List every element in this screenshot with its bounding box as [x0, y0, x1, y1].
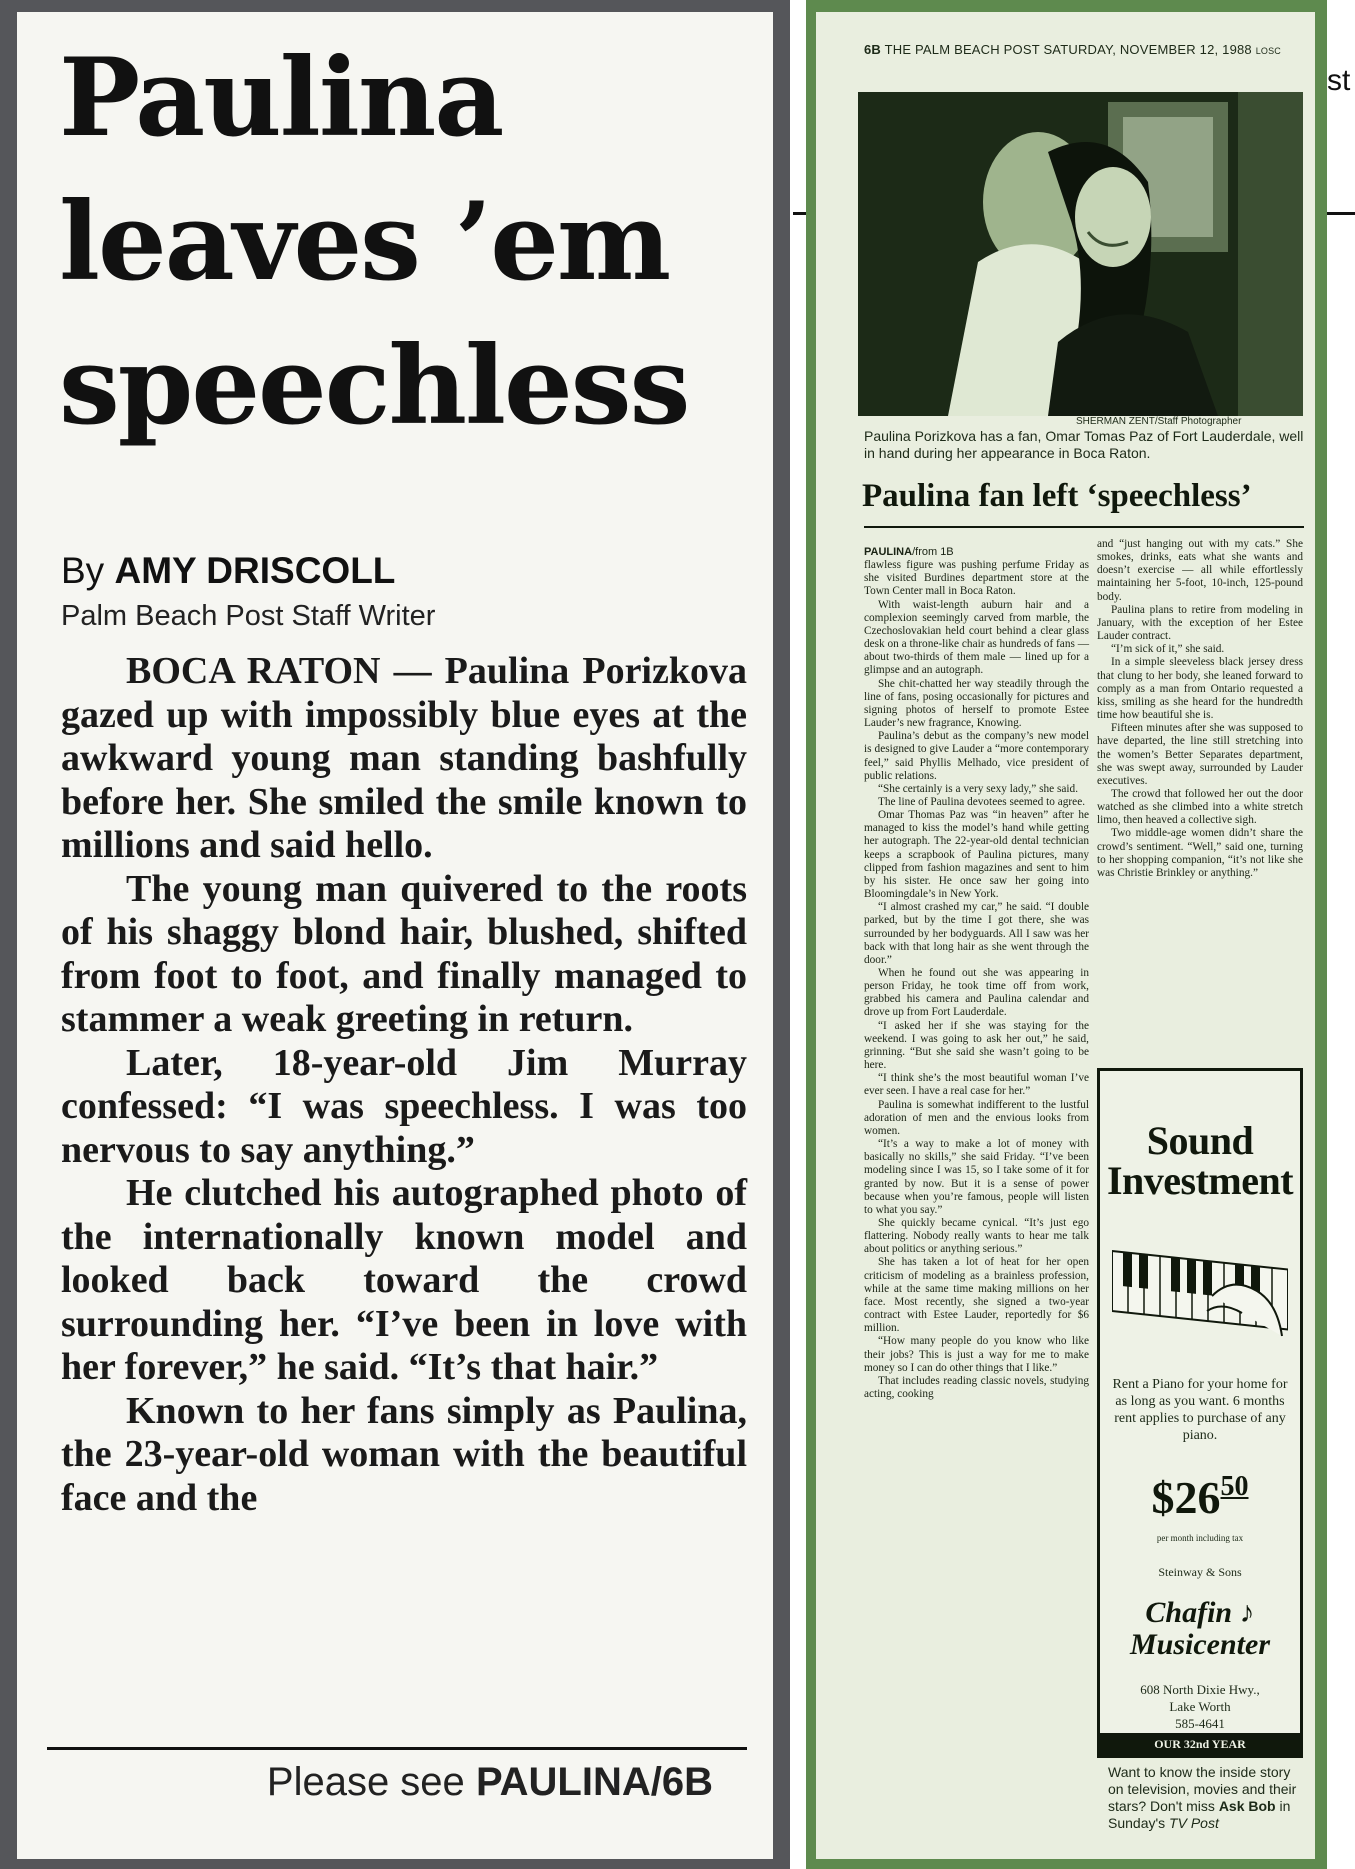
column-paragraph: “She certainly is a very sexy lady,” she said.: [878, 782, 1079, 795]
headline-line-3: speechless: [59, 323, 689, 449]
left-article-body: [61, 650, 747, 1520]
column-paragraph: Paulina plans to retire from modeling in January, with the exception of her Estee Lauder contract.: [1097, 603, 1303, 643]
folio-edition: LOSC: [1255, 46, 1281, 56]
article-column-2: [1097, 538, 1303, 880]
column-paragraph: The line of Paulina devotees seemed to agree.: [878, 795, 1086, 808]
column-paragraph: She quickly became cynical. “It’s just ego flattering. Nobody really wants to hear me talk about politics or anything serious.”: [864, 1216, 1089, 1256]
phone-number: 585-4641: [1175, 1716, 1225, 1731]
ad-copy: Rent a Piano for your home for as long as you want. 6 months rent applies to purchase of any piano.: [1112, 1377, 1288, 1443]
column-paragraph: “I’m sick of it,” she said.: [1111, 643, 1225, 656]
continuation-note: [267, 1760, 713, 1805]
photo-credit: SHERMAN ZENT/Staff Photographer: [1076, 416, 1242, 427]
headline-line-1: Paulina: [59, 35, 503, 161]
cropped-text-fragment: st: [1327, 64, 1351, 97]
left-paragraph: He clutched his autographed photo of the internationally known model and looked back toward the crowd surrounding her. “I’ve been in love with her forever,” he said. “It’s that hair.”: [61, 1172, 747, 1388]
piano-keys-icon: [1112, 1241, 1288, 1351]
column-paragraph: When he found out she was appearing in person Friday, he took time off from work, grabbed his camera and Paulina calendar and drove up from Fort Lauderdale.: [864, 967, 1089, 1019]
byline: [61, 550, 395, 592]
headline-rule: [864, 526, 1304, 528]
price-cents: 50: [1220, 1471, 1249, 1502]
left-clipping-paper: [17, 12, 773, 1859]
column-paragraph: Fifteen minutes after she was supposed to have departed, the line still stretching into the women’s Better Separates department, she was swept away, surrounded by Lauder executives.: [1097, 722, 1303, 787]
jump-from-name: PAULINA: [864, 546, 913, 558]
headline-line-2: leaves ’em: [59, 179, 670, 305]
left-paragraph: Known to her fans simply as Paulina, the 23-year-old woman with the beautiful face and the: [61, 1389, 747, 1519]
left-paragraph: The young man quivered to the roots of his shaggy blond hair, blushed, shifted from foot to foot, and finally managed to stammer a weak greeting in return.: [61, 867, 747, 1040]
ad-title-line-1: Sound: [1146, 1118, 1254, 1163]
photo-caption: Paulina Porizkova has a fan, Omar Tomas Paz of Fort Lauderdale, well in hand during her appearance in Boca Raton.: [864, 428, 1304, 461]
column-paragraph: The crowd that followed her out the door watched as she climbed into a white stretch limo, then heaved a collective sigh.: [1097, 787, 1303, 827]
folio-dateline: THE PALM BEACH POST SATURDAY, NOVEMBER 12, 1988: [884, 42, 1252, 57]
staff-writer-title: Palm Beach Post Staff Writer: [61, 600, 436, 632]
right-headline: Paulina fan left ‘speechless’: [862, 478, 1252, 514]
ad-year-banner: OUR 32nd YEAR: [1100, 1733, 1300, 1755]
column-paragraph: and “just hanging out with my cats.” She smokes, drinks, eats what she wants and doesn’t exercise — all while effortlessly maintaining her 5-foot, 10-inch, 125-pound body.: [1097, 538, 1303, 603]
jump-divider: [47, 1747, 747, 1750]
ad-title: [1100, 1118, 1300, 1203]
byline-author: AMY DRISCOLL: [114, 550, 396, 591]
store-line-1: Chafin: [1145, 1596, 1233, 1629]
music-note-icon: ♪: [1239, 1596, 1255, 1629]
column-paragraph: She chit-chatted her way steadily through the line of fans, posing occasionally for pictures and signing photos of herself to promote Estee Lauder’s new fragrance, Knowing.: [864, 677, 1089, 730]
column-paragraph: “I think she’s the most beautiful woman I’ve ever seen. I have a real case for her.”: [864, 1072, 1089, 1098]
column-paragraph: She has taken a lot of heat for her open criticism of modeling as a brainless profession, while at the same time making millions on her face. Most recently, she signed a two-year contract with Estee Lauder, reportedly for $6 million.: [864, 1256, 1089, 1335]
continuation-target: PAULINA/6B: [475, 1760, 713, 1804]
column-paragraph: In a simple sleeveless black jersey dress that clung to her body, she leaned forward to comply as a man from Ontario requested a kiss, smiling as she heard for the hundredth time how beautiful she is.: [1097, 656, 1303, 722]
column-paragraph: That includes reading classic novels, studying acting, cooking: [864, 1374, 1089, 1400]
right-clipping-page: [816, 12, 1315, 1859]
article-column-1: [864, 546, 1089, 1401]
continuation-prefix: Please see: [266, 1760, 465, 1804]
column-paragraph: Two middle-age women didn’t share the crowd’s sentiment. “Well,” said one, turning to her shopping companion, “it’s not like she was Christie Brinkley or anything.”: [1097, 827, 1303, 879]
column-paragraph: Omar Thomas Paz was “in heaven” after he managed to kiss the model’s hand while getting her autograph. The 22-year-old dental technician keeps a scrapbook of Paulina pictures, many clipped from fashion magazines and sent to him by his sister. He once saw her going into Bloomingdale’s in New York.: [864, 809, 1089, 901]
tv-post-promo: [1108, 1764, 1300, 1832]
column-paragraph: “I asked her if she was staying for the weekend. I was going to ask her out,” he said, grinning. “But she said she wasn’t going to be here.: [864, 1019, 1089, 1072]
column-paragraph: flawless figure was pushing perfume Friday as she visited Burdines department store at the Town Center mall in Boca Raton.: [864, 559, 1089, 598]
column-paragraph: Paulina is somewhat indifferent to the lustful adoration of men and the envious looks from women.: [864, 1098, 1089, 1137]
photo-image: [858, 92, 1303, 416]
byline-prefix: By: [61, 550, 105, 591]
column-paragraph: Paulina’s debut as the company’s new model is designed to give Lauder a “more contemporary feel,” said Phyllis Melhado, vice president of public relations.: [864, 730, 1089, 782]
ad-brand: Steinway & Sons: [1158, 1565, 1242, 1579]
piano-advertisement: [1097, 1068, 1303, 1758]
ad-store-name: [1100, 1597, 1300, 1661]
promo-column-name: Ask Bob: [1218, 1798, 1276, 1814]
main-headline: [59, 26, 759, 458]
column-paragraph: “How many people do you know who like their jobs? This is just a way for me to make money so I can do other things that I like.”: [864, 1335, 1089, 1374]
promo-text: Want to know the inside story on television, movies and their stars? Don't miss: [1108, 1764, 1297, 1814]
cropped-rule-right: [1327, 212, 1355, 215]
left-paragraph: Later, 18-year-old Jim Murray confessed: “I was speechless. I was too nervous to say anything.”: [61, 1041, 747, 1171]
jump-from-page: /from 1B: [912, 546, 954, 558]
address-line-2: Lake Worth: [1169, 1699, 1231, 1714]
ad-price: [1100, 1471, 1300, 1524]
column-paragraph: “It’s a way to make a lot of money with basically no skills,” she said Friday. “I’ve been modeling since I was 15, so I take some of it for granted by now. But it is a sense of power because when you’re famous, people will listen to what you say.”: [864, 1138, 1089, 1216]
right-clipping: [806, 0, 1327, 1869]
promo-section-name: TV Post: [1169, 1815, 1219, 1831]
column-paragraph: “I almost crashed my car,” he said. “I double parked, but by the time I got there, she was surrounded by her bodyguards. All I saw was her back with that long hair as she went through the door.”: [864, 901, 1089, 966]
page-folio: [864, 42, 1281, 57]
ad-address: [1100, 1681, 1300, 1732]
article-photo: [858, 92, 1303, 416]
cropped-rule-left: [793, 212, 806, 215]
column-paragraph: With waist-length auburn hair and a complexion seemingly carved from marble, the Czechoslovakian held court behind a clear glass desk on a throne-like chair as hundreds of fans — about two-thirds of them male — lined up for a glimpse and an autograph.: [864, 598, 1089, 677]
folio-page-number: 6B: [864, 42, 882, 57]
price-dollars: $26: [1151, 1472, 1221, 1523]
store-line-2: Musicenter: [1129, 1628, 1270, 1661]
ad-price-terms: per month including tax: [1156, 1533, 1244, 1543]
jump-from-label: [864, 546, 1089, 559]
left-paragraph: BOCA RATON — Paulina Porizkova gazed up with impossibly blue eyes at the awkward young man standing bashfully before her. She smiled the smile known to millions and said hello.: [61, 650, 747, 866]
promo-mid-text: in Sunday's: [1108, 1798, 1291, 1831]
ad-title-line-2: Investment: [1106, 1158, 1294, 1203]
address-line-1: 608 North Dixie Hwy.,: [1140, 1682, 1260, 1697]
